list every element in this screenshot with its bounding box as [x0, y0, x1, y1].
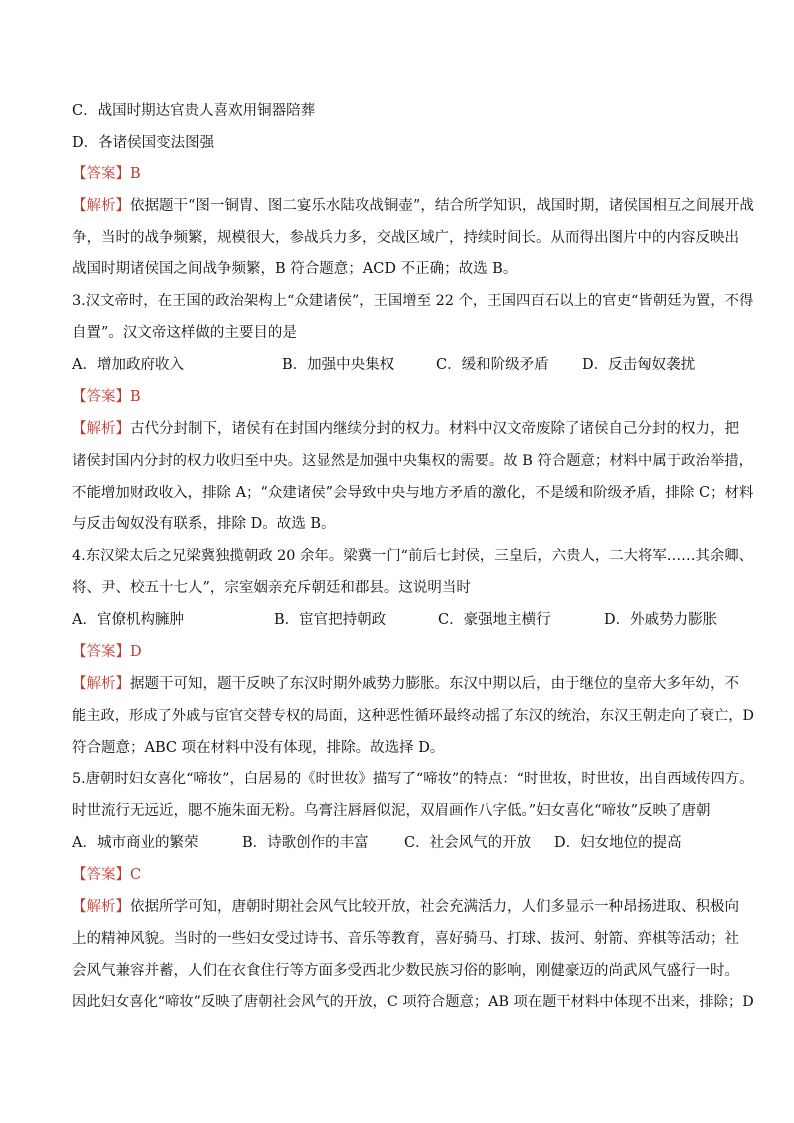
- q5-stem: 5.唐朝时妇女喜化“啼妆”，白居易的《时世妆》描写了“啼妆”的特点：“时世妆，时世妆，出自西域传四方。: [72, 771, 754, 787]
- analysis-tag: 【解析】: [72, 676, 130, 692]
- answer-tag: 【答案】: [72, 644, 130, 660]
- q5-stem: 时世流行无远近，腮不施朱面无粉。乌膏注唇唇似泥，双眉画作八字低。”妇女喜化“啼妆”反映了唐朝: [72, 803, 711, 819]
- q5-option-a: A．城市商业的繁荣: [72, 835, 199, 851]
- answer-value: B: [130, 389, 141, 405]
- q5-analysis-line: 因此妇女喜化“啼妆”反映了唐朝社会风气的开放，C 项符合题意；AB 项在题干材料中体现不出来，排除；D: [72, 994, 754, 1010]
- answer-tag: 【答案】: [72, 166, 130, 182]
- analysis-text: 依据所学可知，唐朝时期社会风气比较开放，社会充满活力，人们多显示一种昂扬进取、积极向: [130, 899, 739, 915]
- q2-analysis-line: 战国时期诸侯国之间战争频繁，B 符合题意；ACD 不正确；故选 B。: [72, 261, 518, 277]
- q5-analysis-line: 上的精神风貌。当时的一些妇女受过诗书、音乐等教育，喜好骑马、打球、拔河、射箭、弈棋等活动；社: [72, 931, 739, 947]
- q3-analysis-line: 与反击匈奴没有联系，排除 D。故选 B。: [72, 516, 336, 532]
- q3-analysis-line: [72, 418, 739, 440]
- analysis-text: 据题干可知，题干反映了东汉时期外戚势力膨胀。东汉中期以后，由于继位的皇帝大多年幼，不: [130, 676, 739, 692]
- q2-option-c: C．战国时期达官贵人喜欢用铜器陪葬: [72, 103, 316, 119]
- q4-stem: 4.东汉梁太后之兄梁冀独揽朝政 20 余年。梁冀一门“前后七封侯，三皇后，六贵人，二大将军……其余卿、: [72, 548, 753, 564]
- answer-value: D: [130, 644, 142, 660]
- q5-analysis-line: [72, 896, 739, 918]
- q3-option-c: C．缓和阶级矛盾: [436, 357, 549, 373]
- q3-stem: 自置”。汉文帝这样做的主要目的是: [72, 325, 297, 341]
- q4-analysis-line: 能主政，形成了外戚与宦官交替专权的局面，这种恶性循环最终动摇了东汉的统治，东汉王朝走向了衰亡，D: [72, 708, 754, 724]
- answer-tag: 【答案】: [72, 867, 130, 883]
- q3-analysis-line: 诸侯封国内分封的权力收归至中央。这显然是加强中央集权的需要。故 B 符合题意；材料中属于政治举措，: [72, 453, 753, 469]
- q5-option-c: C．社会风气的开放: [404, 835, 532, 851]
- q5-option-b: B．诗歌创作的丰富: [242, 835, 369, 851]
- q3-analysis-line: 不能增加财政收入，排除 A；“众建诸侯”会导致中央与地方矛盾的激化，不是缓和阶级矛盾，排除 C；材料: [72, 485, 754, 501]
- analysis-tag: 【解析】: [72, 421, 130, 437]
- answer-tag: 【答案】: [72, 389, 130, 405]
- q3-option-b: B．加强中央集权: [282, 357, 395, 373]
- q3-answer: [72, 386, 141, 408]
- q4-stem: 将、尹、校五十七人”，宗室姻亲充斥朝廷和郡县。这说明当时: [72, 580, 471, 596]
- analysis-tag: 【解析】: [72, 198, 130, 214]
- q2-analysis-line: [72, 195, 754, 217]
- answer-value: B: [130, 166, 141, 182]
- q4-analysis-line: 符合题意；ABC 项在材料中没有体现，排除。故选择 D。: [72, 740, 445, 756]
- q4-option-b: B．宦官把持朝政: [274, 612, 387, 628]
- analysis-text: 依据题干“图一铜胄、图二宴乐水陆攻战铜壶”，结合所学知识，战国时期，诸侯国相互之间展开战: [130, 198, 754, 214]
- q3-stem: 3.汉文帝时，在王国的政治架构上“众建诸侯”，王国增至 22 个，王国四百石以上的官吏“皆朝廷为置，不得: [72, 293, 754, 309]
- q4-analysis-line: [72, 673, 739, 695]
- q5-answer: [72, 864, 141, 886]
- q4-answer: [72, 641, 142, 663]
- q3-option-d: D．反击匈奴袭扰: [582, 357, 696, 373]
- answer-value: C: [130, 867, 142, 883]
- q4-option-d: D．外戚势力膨胀: [604, 612, 718, 628]
- q5-option-d: D．妇女地位的提高: [554, 835, 682, 851]
- q2-option-d: D．各诸侯国变法图强: [72, 135, 215, 151]
- analysis-tag: 【解析】: [72, 899, 130, 915]
- q5-analysis-line: 会风气兼容并蓄，人们在衣食住行等方面多受西北少数民族习俗的影响，刚健豪迈的尚武风气盛行一时。: [72, 963, 739, 979]
- q4-option-a: A．官僚机构臃肿: [72, 612, 184, 628]
- q4-option-c: C．豪强地主横行: [438, 612, 551, 628]
- analysis-text: 古代分封制下，诸侯有在封国内继续分封的权力。材料中汉文帝废除了诸侯自己分封的权力，把: [130, 421, 739, 437]
- q2-answer: [72, 163, 141, 185]
- q2-analysis-line: 争，当时的战争频繁，规模很大，参战兵力多，交战区域广，持续时间长。从而得出图片中的内容反映出: [72, 230, 739, 246]
- q3-option-a: A．增加政府收入: [72, 357, 184, 373]
